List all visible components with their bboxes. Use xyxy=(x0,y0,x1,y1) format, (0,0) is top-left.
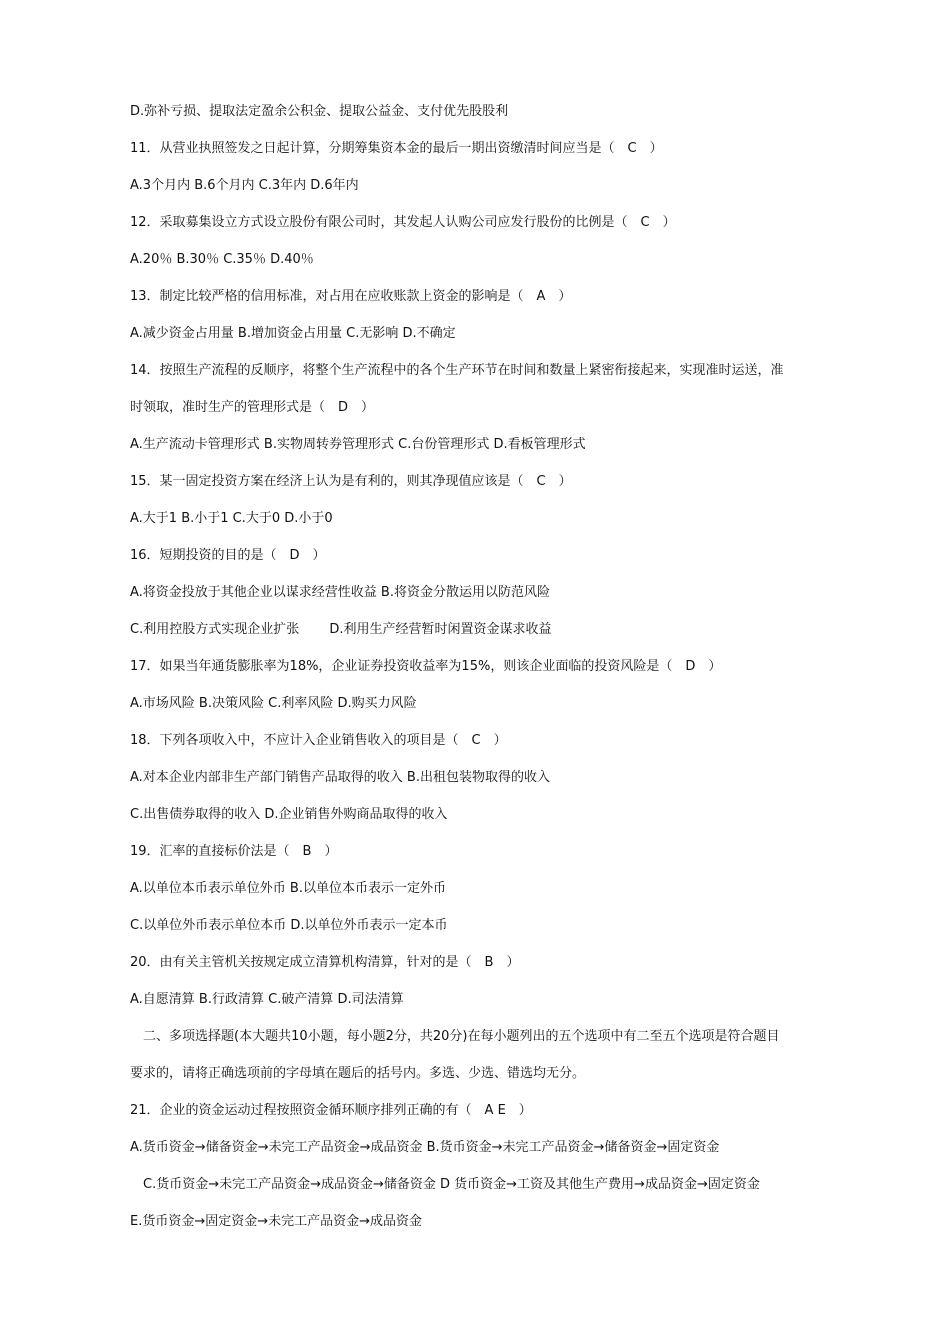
question-11: 11．从营业执照签发之日起计算，分期筹集资本金的最后一期出资缴清时间应当是（ C ） xyxy=(130,141,663,156)
section-2-heading-line-2: 要求的，请将正确选项前的字母填在题后的括号内。多选、少选、错选均无分。 xyxy=(130,1066,586,1081)
options-21-line-2: C.货币资金→未完工产品资金→成品资金→储备资金 D 货币资金→工资及其他生产费用→成品资金→固定资金 xyxy=(130,1177,760,1192)
section-2-heading-line-1: 二、多项选择题(本大题共10小题，每小题2分，共20分)在每小题列出的五个选项中有二至五个选项是符合题目 xyxy=(130,1029,780,1044)
options-19-line-1: A.以单位本币表示单位外币 B.以单位本币表示一定外币 xyxy=(130,881,446,896)
options-20: A.自愿清算 B.行政清算 C.破产清算 D.司法清算 xyxy=(130,992,404,1007)
options-16-line-2: C.利用控股方式实现企业扩张 D.利用生产经营暂时闲置资金谋求收益 xyxy=(130,622,552,637)
options-13: A.减少资金占用量 B.增加资金占用量 C.无影响 D.不确定 xyxy=(130,326,456,341)
options-18-line-1: A.对本企业内部非生产部门销售产品取得的收入 B.出租包装物取得的收入 xyxy=(130,770,550,785)
option-line-10d: D.弥补亏损、提取法定盈余公积金、提取公益金、支付优先股股利 xyxy=(130,104,509,119)
question-14-line-2: 时领取，准时生产的管理形式是（ D ） xyxy=(130,400,375,415)
question-16: 16．短期投资的目的是（ D ） xyxy=(130,548,326,563)
options-21-line-1: A.货币资金→储备资金→未完工产品资金→成品资金 B.货币资金→未完工产品资金→储备资金→固定资金 xyxy=(130,1140,720,1155)
options-16-line-1: A.将资金投放于其他企业以谋求经营性收益 B.将资金分散运用以防范风险 xyxy=(130,585,550,600)
question-17: 17．如果当年通货膨胀率为18%，企业证券投资收益率为15%，则该企业面临的投资风险是（ D ） xyxy=(130,659,722,674)
question-14-line-1: 14．按照生产流程的反顺序，将整个生产流程中的各个生产环节在时间和数量上紧密衔接起来，实现准时运送，准 xyxy=(130,363,784,378)
question-13: 13．制定比较严格的信用标准，对占用在应收账款上资金的影响是（ A ） xyxy=(130,289,572,304)
question-18: 18．下列各项收入中，不应计入企业销售收入的项目是（ C ） xyxy=(130,733,507,748)
options-18-line-2: C.出售债券取得的收入 D.企业销售外购商品取得的收入 xyxy=(130,807,448,822)
question-21: 21．企业的资金运动过程按照资金循环顺序排列正确的有（ A E ） xyxy=(130,1103,532,1118)
question-12: 12．采取募集设立方式设立股份有限公司时，其发起人认购公司应发行股份的比例是（ C ） xyxy=(130,215,676,230)
question-15: 15．某一固定投资方案在经济上认为是有利的，则其净现值应该是（ C ） xyxy=(130,474,572,489)
options-21-line-3: E.货币资金→固定资金→未完工产品资金→成品资金 xyxy=(130,1214,423,1229)
options-11: A.3个月内 B.6个月内 C.3年内 D.6年内 xyxy=(130,178,359,193)
question-19: 19．汇率的直接标价法是（ B ） xyxy=(130,844,338,859)
options-14: A.生产流动卡管理形式 B.实物周转券管理形式 C.台份管理形式 D.看板管理形式 xyxy=(130,437,586,452)
options-17: A.市场风险 B.决策风险 C.利率风险 D.购买力风险 xyxy=(130,696,417,711)
question-20: 20．由有关主管机关按规定成立清算机构清算，针对的是（ B ） xyxy=(130,955,520,970)
options-12: A.20％ B.30％ C.35％ D.40％ xyxy=(130,252,314,267)
options-15: A.大于1 B.小于1 C.大于0 D.小于0 xyxy=(130,511,333,526)
options-19-line-2: C.以单位外币表示单位本币 D.以单位外币表示一定本币 xyxy=(130,918,448,933)
